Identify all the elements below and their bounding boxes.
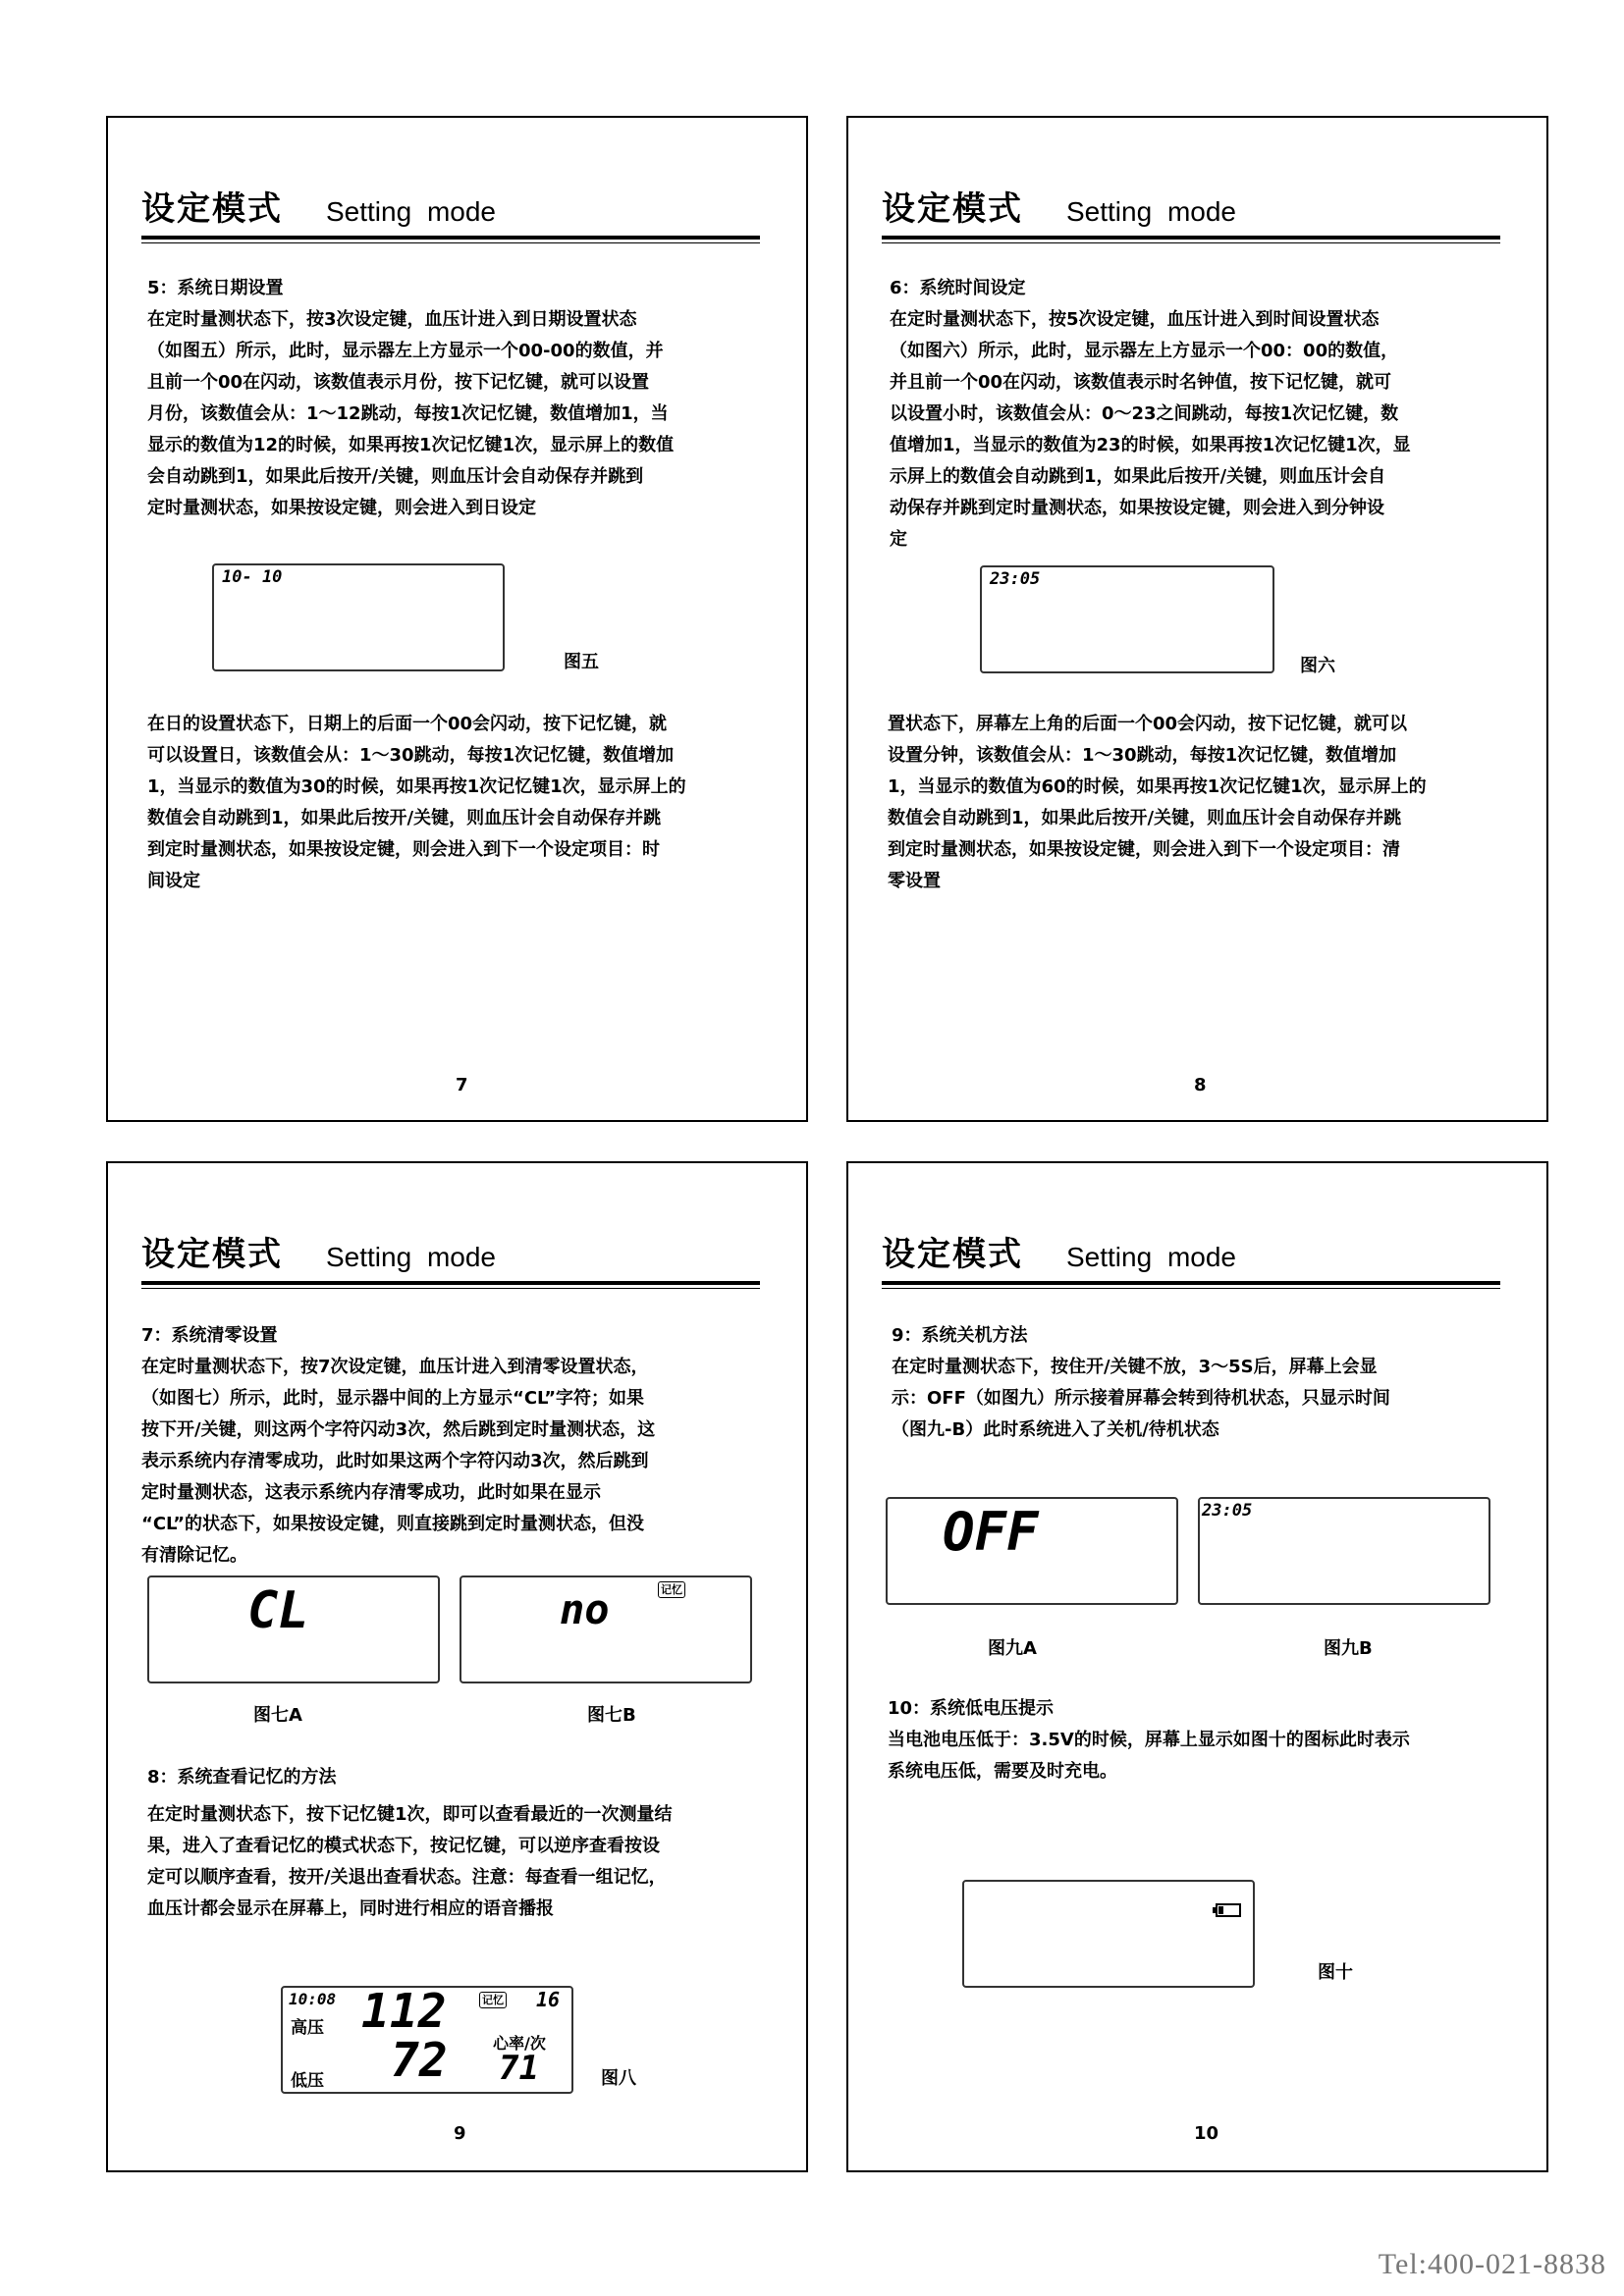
paragraph-line: 定时量测状态，这表示系统内存清零成功，此时如果在显示 — [141, 1482, 601, 1503]
section-title: 7：系统清零设置 — [141, 1325, 278, 1346]
figure-caption-7b: 图七B — [587, 1705, 636, 1726]
header-en: Setting mode — [326, 196, 496, 227]
lcd-fig7a — [147, 1575, 440, 1683]
lcd-fig7b — [460, 1575, 752, 1683]
systolic-value: 112 — [361, 1984, 447, 2039]
paragraph-line: 定可以顺序查看，按开/关退出查看状态。注意：每查看一组记忆， — [147, 1867, 667, 1888]
figure-caption-8: 图八 — [601, 2068, 636, 2089]
pulse-label: 心率/次 — [493, 2034, 546, 2053]
paragraph-line: 动保存并跳到定时量测状态，如果按设定键，则会进入到分钟设 — [890, 498, 1384, 518]
header-cn: 设定模式 — [882, 1235, 1023, 1274]
pulse-value: 71 — [499, 2049, 539, 2088]
paragraph-line: 在定时量测状态下，按5次设定键，血压计进入到时间设置状态 — [890, 309, 1380, 330]
paragraph-line: 会自动跳到1，如果此后按开/关键，则血压计会自动保存并跳到 — [147, 466, 644, 487]
lcd-fig5 — [212, 563, 505, 671]
lcd-fig8 — [281, 1986, 573, 2094]
paragraph-line: 示屏上的数值会自动跳到1，如果此后按开/关键，则血压计会自 — [890, 466, 1386, 487]
paragraph-line: 设置分钟，该数值会从：1～30跳动，每按1次记忆键，数值增加 — [888, 745, 1397, 766]
header-cn: 设定模式 — [141, 1235, 283, 1274]
paragraph-line: 数值会自动跳到1，如果此后按开/关键，则血压计会自动保存并跳 — [147, 808, 662, 828]
diastolic-label: 低压 — [291, 2071, 324, 2091]
figure-caption: 图六 — [1300, 656, 1335, 676]
paragraph-line: 定时量测状态，如果按设定键，则会进入到日设定 — [147, 498, 536, 518]
figure-caption-9b: 图九B — [1324, 1638, 1373, 1659]
page-7 — [106, 116, 808, 1122]
section-8 — [147, 1762, 785, 1925]
paragraph-line: （图九-B）此时系统进入了关机/待机状态 — [892, 1419, 1219, 1440]
paragraph-line: （如图七）所示，此时，显示器中间的上方显示“CL”字符；如果 — [141, 1388, 645, 1409]
paragraph-line: 在定时量测状态下，按下记忆键1次，即可以查看最近的一次测量结 — [147, 1804, 673, 1825]
paragraph-line: 零设置 — [888, 871, 941, 891]
page-number: 9 — [454, 2123, 466, 2144]
lcd-no-text: no — [560, 1585, 610, 1633]
paragraph-line: 有清除记忆。 — [141, 1545, 247, 1566]
lcd-date-text: 10- 10 — [222, 567, 283, 587]
paragraph-line: 在定时量测状态下，按3次设定键，血压计进入到日期设置状态 — [147, 309, 637, 330]
page-header — [882, 177, 1500, 240]
paragraph-line: 示：OFF（如图九）所示接着屏幕会转到待机状态，只显示时间 — [892, 1388, 1390, 1409]
paragraph-line: 在定时量测状态下，按住开/关键不放，3～5S后，屏幕上会显 — [892, 1357, 1378, 1377]
header-en: Setting mode — [1066, 196, 1236, 227]
section-title: 10：系统低电压提示 — [888, 1698, 1055, 1719]
header-cn: 设定模式 — [882, 189, 1023, 229]
paragraph-line: 1，当显示的数值为60的时候，如果再按1次记忆键1次，显示屏上的 — [888, 776, 1427, 797]
paragraph-line: 在日的设置状态下，日期上的后面一个00会闪动，按下记忆键，就 — [147, 714, 668, 734]
section-5 — [147, 273, 776, 524]
section-6-cont — [888, 709, 1526, 897]
page-10 — [846, 1161, 1548, 2172]
figure-caption-7a: 图七A — [253, 1705, 302, 1726]
figure-caption-9a: 图九A — [988, 1638, 1037, 1659]
section-9 — [892, 1320, 1530, 1446]
paragraph-line: （如图五）所示，此时，显示器左上方显示一个00-00的数值，并 — [147, 341, 664, 361]
lcd-fig10 — [962, 1880, 1255, 1988]
page-header — [141, 177, 760, 240]
page-number: 10 — [1194, 2123, 1219, 2144]
paragraph-line: 显示的数值为12的时候，如果再按1次记忆键1次，显示屏上的数值 — [147, 435, 675, 455]
paragraph-line: 系统电压低，需要及时充电。 — [888, 1761, 1117, 1782]
paragraph-line: 数值会自动跳到1，如果此后按开/关键，则血压计会自动保存并跳 — [888, 808, 1402, 828]
paragraph-line: 在定时量测状态下，按7次设定键，血压计进入到清零设置状态， — [141, 1357, 649, 1377]
header-en: Setting mode — [1066, 1242, 1236, 1272]
page-number: 7 — [456, 1075, 468, 1095]
figure-caption: 图五 — [564, 652, 599, 672]
lcd-fig9b — [1198, 1497, 1490, 1605]
section-title: 6：系统时间设定 — [890, 278, 1026, 298]
lcd-fig9a — [886, 1497, 1178, 1605]
paragraph-line: 表示系统内存清零成功，此时如果这两个字符闪动3次，然后跳到 — [141, 1451, 649, 1471]
paragraph-line: 到定时量测状态，如果按设定键，则会进入到下一个设定项目：时 — [147, 839, 660, 860]
section-7 — [141, 1320, 780, 1572]
section-title: 9：系统关机方法 — [892, 1325, 1028, 1346]
paragraph-line: 当电池电压低于：3.5V的时候，屏幕上显示如图十的图标此时表示 — [888, 1730, 1410, 1750]
lcd-time-text: 23:05 — [1202, 1501, 1253, 1521]
memory-badge: 记忆 — [479, 1992, 507, 2008]
section-title: 8：系统查看记忆的方法 — [147, 1767, 337, 1788]
page-header — [141, 1222, 760, 1285]
lcd-off-text: OFF — [943, 1501, 1039, 1563]
paragraph-line: 到定时量测状态，如果按设定键，则会进入到下一个设定项目：清 — [888, 839, 1400, 860]
memory-badge: 记忆 — [658, 1581, 685, 1598]
figure-caption-10: 图十 — [1318, 1962, 1353, 1983]
page-9 — [106, 1161, 808, 2172]
paragraph-line: 间设定 — [147, 871, 200, 891]
low-battery-icon — [1216, 1903, 1241, 1917]
paragraph-line: 果，进入了查看记忆的模式状态下，按记忆键，可以逆序查看按设 — [147, 1836, 660, 1856]
page-8 — [846, 116, 1548, 1122]
paragraph-line: “CL”的状态下，如果按设定键，则直接跳到定时量测状态，但没 — [141, 1514, 645, 1534]
paragraph-line: 1，当显示的数值为30的时候，如果再按1次记忆键1次，显示屏上的 — [147, 776, 686, 797]
paragraph-line: 且前一个00在闪动，该数值表示月份，按下记忆键，就可以设置 — [147, 372, 650, 393]
header-en: Setting mode — [326, 1242, 496, 1272]
lcd-fig6 — [980, 565, 1274, 673]
section-5-cont — [147, 709, 776, 897]
header-cn: 设定模式 — [141, 189, 283, 229]
section-10 — [888, 1693, 1526, 1788]
page-header — [882, 1222, 1500, 1285]
memory-index: 16 — [536, 1988, 561, 2011]
section-title: 5：系统日期设置 — [147, 278, 284, 298]
page-number: 8 — [1194, 1075, 1207, 1095]
lcd-cl-text: CL — [247, 1581, 309, 1640]
paragraph-line: 按下开/关键，则这两个字符闪动3次，然后跳到定时量测状态，这 — [141, 1419, 656, 1440]
paragraph-line: 定 — [890, 529, 907, 550]
systolic-label: 高压 — [291, 2018, 324, 2038]
paragraph-line: 血压计都会显示在屏幕上，同时进行相应的语音播报 — [147, 1898, 554, 1919]
paragraph-line: 值增加1，当显示的数值为23的时候，如果再按1次记忆键1次，显 — [890, 435, 1411, 455]
footer-tel: Tel:400-021-8838 — [1378, 2248, 1606, 2280]
paragraph-line: 可以设置日，该数值会从：1～30跳动，每按1次记忆键，数值增加 — [147, 745, 675, 766]
section-6 — [890, 273, 1518, 556]
diastolic-value: 72 — [391, 2033, 448, 2088]
paragraph-line: 并且前一个00在闪动，该数值表示时名钟值，按下记忆键，就可 — [890, 372, 1392, 393]
lcd-time: 10:08 — [289, 1990, 337, 2008]
paragraph-line: （如图六）所示，此时，显示器左上方显示一个00：00的数值， — [890, 341, 1399, 361]
paragraph-line: 置状态下，屏幕左上角的后面一个00会闪动，按下记忆键，就可以 — [888, 714, 1408, 734]
lcd-time-text: 23:05 — [990, 569, 1041, 589]
paragraph-line: 以设置小时，该数值会从：0～23之间跳动，每按1次记忆键，数 — [890, 403, 1399, 424]
paragraph-line: 月份，该数值会从：1～12跳动，每按1次记忆键，数值增加1，当 — [147, 403, 669, 424]
